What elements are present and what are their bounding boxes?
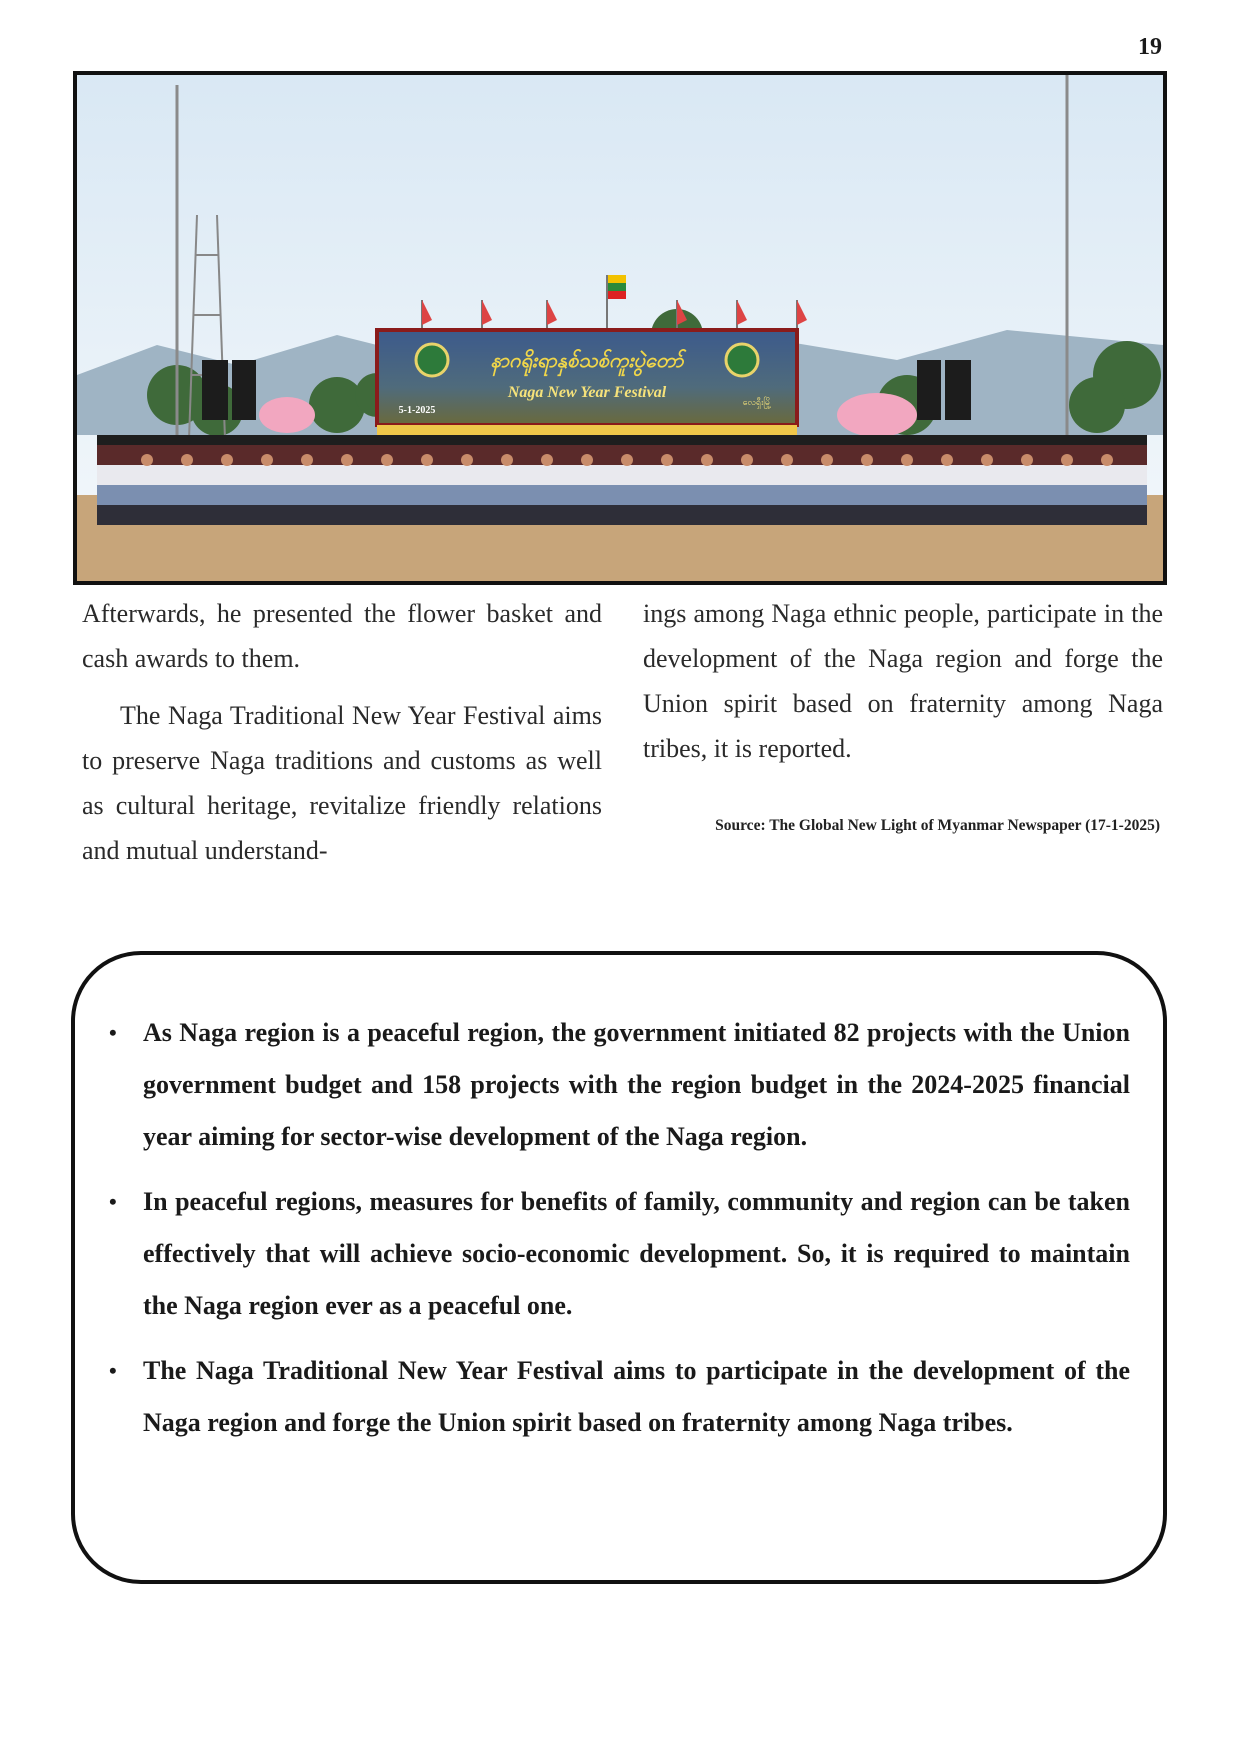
article-left-column — [82, 591, 602, 873]
bullet-icon: • — [109, 1020, 117, 1045]
article-right-column — [643, 591, 1163, 771]
page-number: 19 — [1138, 34, 1162, 60]
bullet-icon: • — [109, 1358, 117, 1383]
source-credit: Source: The Global New Light of Myanmar Newspaper (17-1-2025) — [715, 817, 1160, 834]
festival-banner — [377, 330, 797, 425]
bullet-icon: • — [109, 1189, 117, 1214]
crowd-front-row — [97, 465, 1147, 525]
summary-point — [75, 1176, 1163, 1332]
article-paragraph: The Naga Traditional New Year Festival aims to preserve Naga traditions and customs as well as cultural heritage, revitalize friendly relations and mutual understand- — [82, 701, 602, 865]
banner-right-text: လေရှီးမြို့ — [742, 397, 772, 407]
banner-date: 5-1-2025 — [398, 405, 436, 416]
summary-box — [71, 951, 1167, 1584]
article-paragraph: ings among Naga ethnic people, participate in the development of the Naga region and forge the Union spirit based on fraternity among Naga tribes, it is reported. — [643, 599, 1163, 763]
festival-group-photo — [73, 71, 1167, 585]
summary-point-text: In peaceful regions, measures for benefits of family, community and region can be taken effectively that will achieve socio-economic development. So, it is required to maintain the Naga region ever as a peaceful one. — [143, 1187, 1130, 1320]
banner-title: Naga New Year Festival — [507, 384, 667, 401]
summary-list — [75, 1007, 1163, 1462]
summary-point-text: As Naga region is a peaceful region, the government initiated 82 projects with the Union government budget and 158 projects with the region budget in the 2024-2025 financial year aiming for sector-wise development of the Naga region. — [143, 1018, 1130, 1151]
summary-point — [75, 1007, 1163, 1163]
article-paragraph: Afterwards, he presented the flower basket and cash awards to them. — [82, 599, 602, 673]
summary-point — [75, 1345, 1163, 1449]
banner-script-text: နာဂရိုးရာနှစ်သစ်ကူးပွဲတော် — [490, 350, 684, 372]
summary-point-text: The Naga Traditional New Year Festival aims to participate in the development of the Naga region and forge the Union spirit based on fraternity among Naga tribes. — [143, 1356, 1130, 1437]
photo-illustration — [77, 75, 1163, 581]
